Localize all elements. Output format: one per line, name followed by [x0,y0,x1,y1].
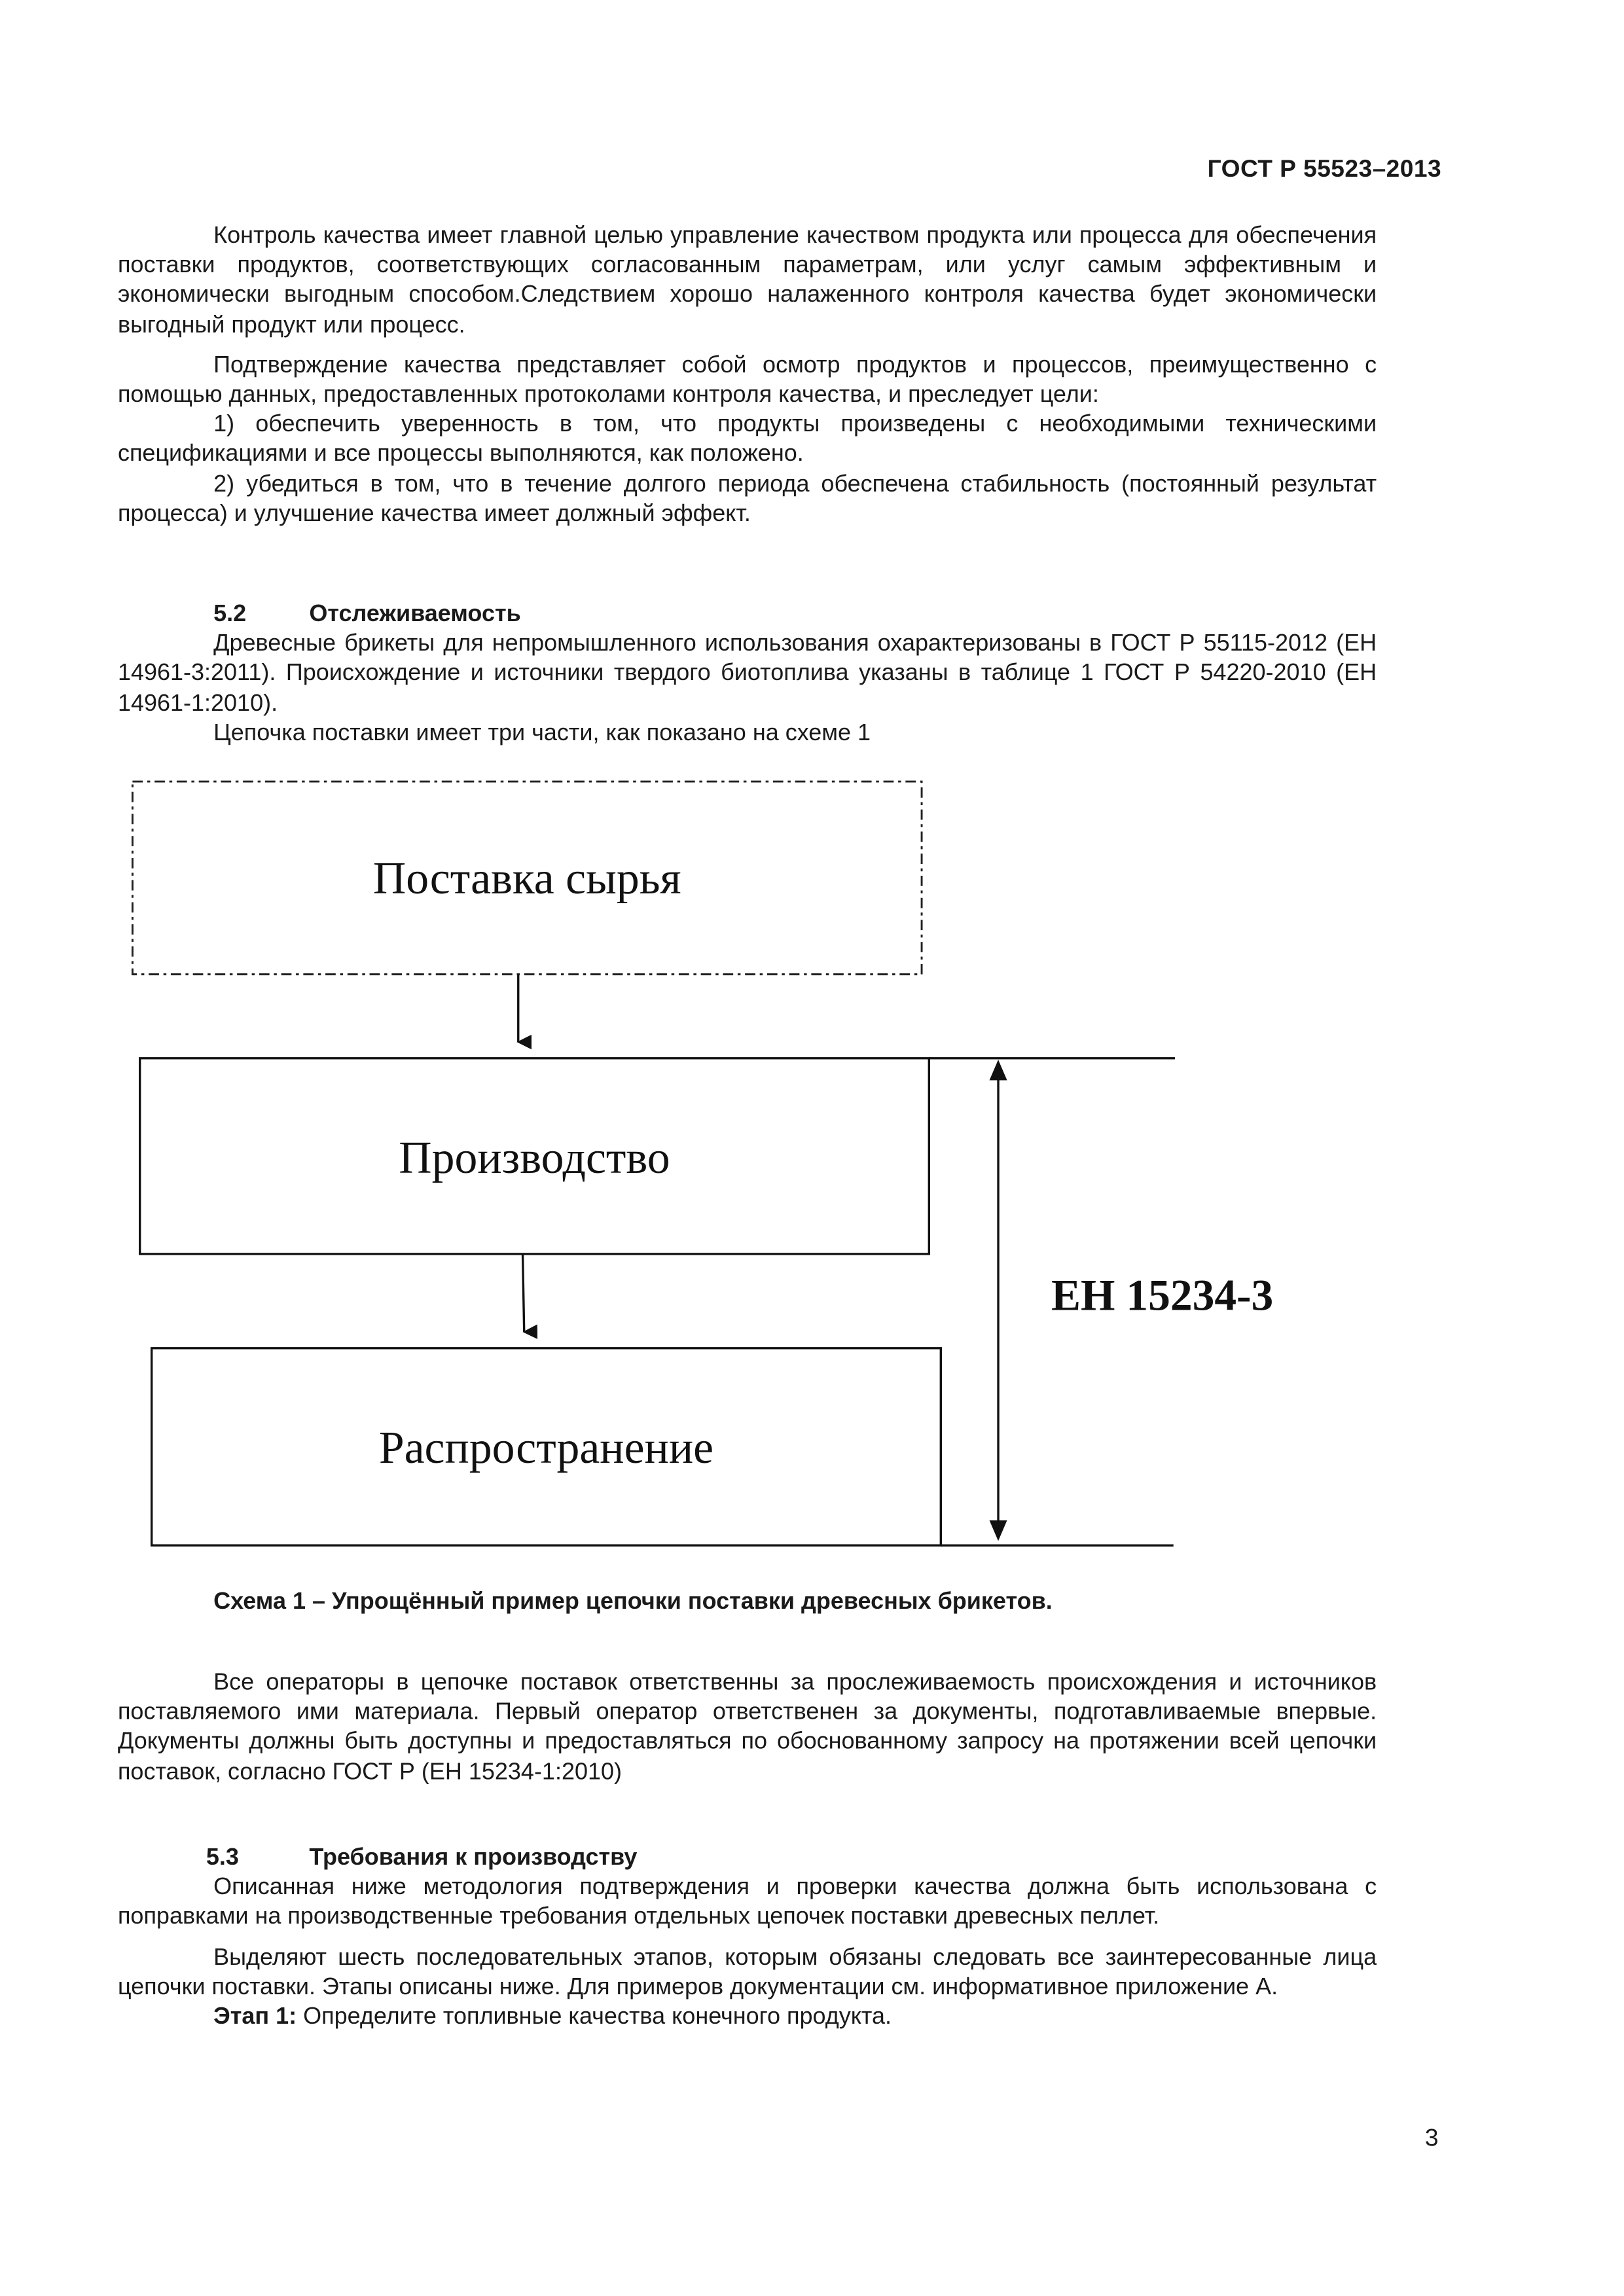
step-1-label: Этап 1: [213,2004,297,2030]
paragraph-briquettes: Древесные брикеты для непромышленного использования охарактеризованы в ГОСТ Р 55115-2012 (ЕН 14961-3:2011). Происхождение и источники твердого биотоплива указаны в таблице 1 ГОСТ Р 54220-2010 (ЕН 14961-1:2010). [117,632,1377,717]
paragraph-quality-control: Контроль качества имеет главной целью управление качеством продукта или процесса для обеспечения поставки продуктов, соответствующих согласованным параметрам, или услуг самым эффективным и экономически выгодным способом.Следствием хорошо налаженного контроля качества будет экономически выгодный продукт или процесс. [117,223,1377,338]
paragraph-step-1 [118,2003,1377,2033]
section-title: Требования к производству [309,1845,638,1871]
paragraph-goal-1: 1) обеспечить уверенность в том, что продукты произведены с необходимыми техническими спецификациями и все процессы выполняются, как положено. [117,412,1377,467]
paragraph-six-stages: Выделяют шесть последовательных этапов, которым обязаны следовать все заинтересованные лица цепочки поставки. Этапы описаны ниже. Для примеров документации см. информативное приложение А. [117,1945,1377,2000]
scope-arrow-up-head [990,1060,1007,1080]
document-header-id: ГОСТ Р 55523–2013 [1207,156,1442,183]
paragraph-supply-chain-intro: Цепочка поставки имеет три части, как показано на схеме 1 [213,721,871,746]
section-title: Отслеживаемость [309,601,521,627]
paragraph-goal-2: 2) убедиться в том, что в течение долгого периода обеспечена стабильность (постоянный результат процесса) и улучшение качества имеет должный эффект. [117,471,1377,527]
section-number: 5.2 [213,601,247,627]
diagram-caption: Схема 1 – Упрощённый пример цепочки поставки древесных брикетов. [213,1589,1053,1615]
distribution-label: Распространение [378,1423,714,1474]
section-number: 5.3 [206,1845,239,1871]
paragraph-operators: Все операторы в цепочке поставок ответственны за прослеживаемость происхождения и источников поставляемого ими материала. Первый оператор ответственен за документы, подготавливаемые впервые. Документы должны быть доступны и предоставляться по обоснованному запросу на протяжении всей цепочки поставок, согласно ГОСТ Р (ЕН 15234-1:2010) [117,1670,1377,1785]
paragraph-quality-confirmation: Подтверждение качества представляет собой осмотр продуктов и процессов, преимущественно с помощью данных, предоставленных протоколами контроля качества, и преследует цели: [117,353,1377,408]
paragraph-methodology: Описанная ниже методология подтверждения и проверки качества должна быть использована с поправками на производственные требования отдельных цепочек поставки древесных пеллет. [117,1875,1377,1930]
raw-material-label: Поставка сырья [372,853,681,904]
section-heading [118,1844,1377,1874]
production-label: Производство [399,1133,670,1184]
section-5-3 [118,1844,1377,2033]
scope-arrow-down-head [990,1520,1007,1541]
step-1-text: Определите топливные качества конечного продукта. [297,2004,892,2030]
operators-block [118,1669,1377,1788]
scope-label: ЕН 15234-3 [1051,1270,1274,1320]
arrow-production-to-distribution [523,1254,524,1332]
page-number: 3 [1424,2125,1439,2152]
